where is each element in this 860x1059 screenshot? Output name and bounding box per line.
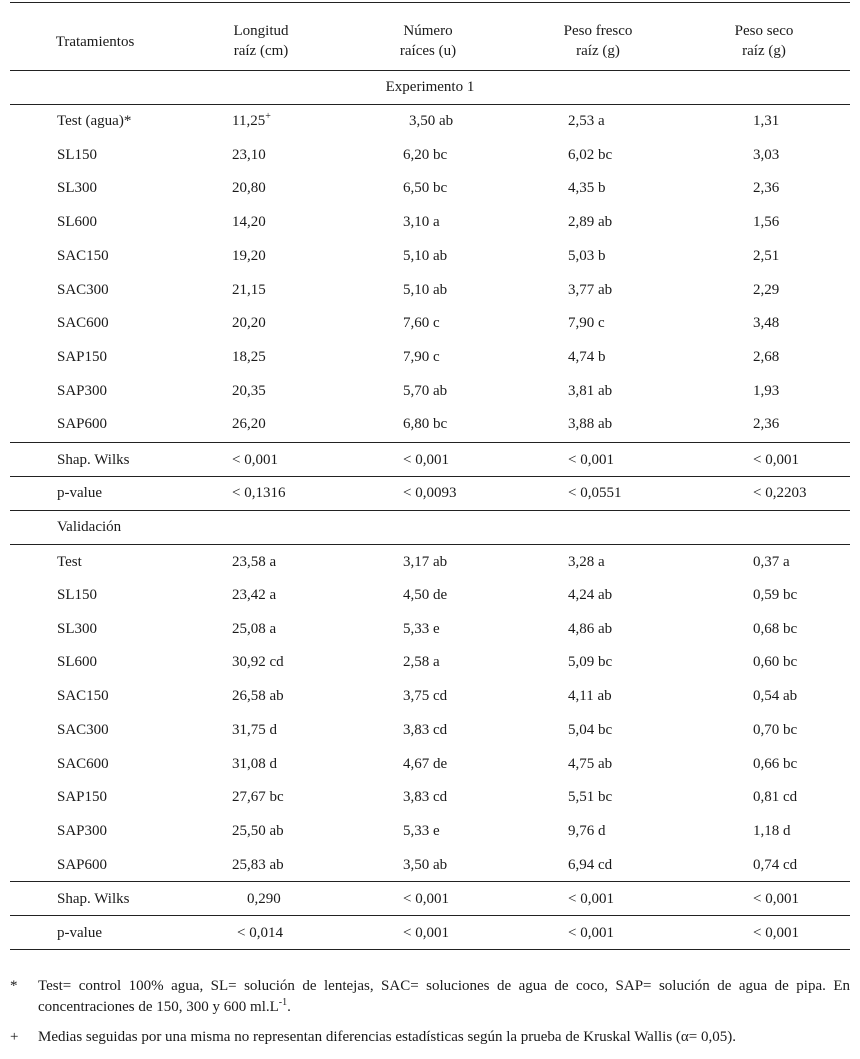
table-cell: 0,66 bc: [753, 756, 798, 772]
table-cell: SAC600: [57, 756, 109, 772]
table-cell: 5,33 e: [403, 621, 440, 637]
table-cell: 3,77 ab: [568, 282, 613, 298]
table-cell: 4,75 ab: [568, 756, 613, 772]
table-cell: SL600: [57, 214, 98, 230]
table-cell: 25,08 a: [232, 621, 277, 637]
footnote-1-text: Test= control 100% agua, SL= solución de lentejas, SAC= soluciones de agua de coco, SAP= solución de agua de pipa. En concentraciones de 150, 300 y 600 $ml.L^{-1}$.: [38, 978, 850, 1015]
table-cell: 3,83 cd: [403, 722, 448, 738]
table-cell: 1,56: [753, 214, 780, 230]
rule-before-pvalue-2: [10, 915, 850, 916]
table-cell: 3,50 ab: [409, 113, 454, 129]
table-cell: 19,20: [232, 248, 266, 264]
table-cell: SAP600: [57, 416, 108, 432]
table-cell: SAP150: [57, 789, 108, 805]
table-cell-shap-wilks: 0,290: [247, 891, 281, 907]
table-cell: 31,08 d: [232, 756, 277, 772]
table-cell-shap-wilks: Shap. Wilks: [57, 452, 130, 468]
table-cell: 6,94 cd: [568, 857, 613, 873]
column-header-line2: raíz (g): [742, 43, 786, 59]
table-cell: 0,54 ab: [753, 688, 798, 704]
footnote-1-symbol: *: [10, 978, 18, 994]
table-cell: 1,18 d: [753, 823, 791, 839]
table-cell: SAC300: [57, 722, 109, 738]
column-header-3: [528, 21, 668, 61]
experiment-label-rule: [10, 104, 850, 105]
table-cell: Test: [57, 554, 82, 570]
rule-after-pvalue-1: [10, 510, 850, 511]
column-header-line1: Peso seco: [734, 23, 794, 39]
table-cell: 3,28 a: [568, 554, 605, 570]
table-cell-shap-wilks: < 0,001: [568, 452, 614, 468]
table-cell: 9,76 d: [568, 823, 606, 839]
column-header-1: [191, 21, 331, 61]
table-cell: 6,50 bc: [403, 180, 448, 196]
table-cell-shap-wilks: < 0,001: [753, 452, 799, 468]
table-cell: 5,04 bc: [568, 722, 613, 738]
table-cell: 2,53 a: [568, 113, 605, 129]
table-cell: 6,20 bc: [403, 147, 448, 163]
column-header-4: [694, 21, 834, 61]
table-cell: 14,20: [232, 214, 266, 230]
table-cell: 0,81 cd: [753, 789, 798, 805]
table-cell: 5,10 ab: [403, 282, 448, 298]
table-cell: SAC150: [57, 248, 109, 264]
table-cell: 3,17 ab: [403, 554, 448, 570]
table-cell: 7,60 c: [403, 315, 440, 331]
table-cell-pvalue: < 0,0551: [568, 485, 622, 501]
footnote-2-text: Medias seguidas por una misma no representan diferencias estadísticas según la prueba de Kruskal Wallis (α= 0,05).: [38, 1029, 736, 1045]
table-cell-shap-wilks: < 0,001: [232, 452, 278, 468]
table-cell: 0,59 bc: [753, 587, 798, 603]
table-cell: 4,67 de: [403, 756, 448, 772]
table-cell: 4,50 de: [403, 587, 448, 603]
table-cell: 0,60 bc: [753, 654, 798, 670]
table-cell: 20,20: [232, 315, 266, 331]
column-header-line1: Longitud: [233, 23, 289, 39]
table-cell: 5,33 e: [403, 823, 440, 839]
table-cell: 3,81 ab: [568, 383, 613, 399]
column-header-line1: Número: [403, 23, 453, 39]
header-rule: [10, 70, 850, 71]
table-cell: 3,03: [753, 147, 780, 163]
table-cell: 3,10 a: [403, 214, 440, 230]
table-cell: 0,70 bc: [753, 722, 798, 738]
table-cell-pvalue: < 0,2203: [753, 485, 807, 501]
column-header-line1: Tratamientos: [55, 34, 135, 50]
table-cell: SAP300: [57, 383, 108, 399]
table-top-rule: [10, 2, 850, 3]
footnote-1-superscript: -1: [278, 997, 288, 1008]
table-cell: 26,58 ab: [232, 688, 284, 704]
rule-before-pvalue-1: [10, 476, 850, 477]
table-cell: SL300: [57, 621, 98, 637]
table-cell: 20,35: [232, 383, 266, 399]
table-cell: 1,31: [753, 113, 780, 129]
footnote-2-symbol: +: [10, 1029, 19, 1045]
column-header-line2: raíz (g): [576, 43, 620, 59]
table-cell: 21,15: [232, 282, 266, 298]
table-cell: 18,25: [232, 349, 266, 365]
table-cell: SL300: [57, 180, 98, 196]
table-cell-pvalue: < 0,014: [237, 925, 283, 941]
table-cell: 23,42 a: [232, 587, 277, 603]
table-cell: 2,58 a: [403, 654, 440, 670]
table-cell: 23,58 a: [232, 554, 277, 570]
section-label-experimento-1: Experimento 1: [385, 79, 475, 95]
footnote-1: [10, 976, 850, 1018]
table-cell: SL150: [57, 147, 98, 163]
table-cell-shap-wilks: < 0,001: [403, 452, 449, 468]
table-cell: 2,36: [753, 416, 780, 432]
table-cell-shap-wilks: < 0,001: [403, 891, 449, 907]
table-cell: 6,02 bc: [568, 147, 613, 163]
table-cell-pvalue: < 0,001: [403, 925, 449, 941]
column-header-line2: raíz (cm): [233, 43, 289, 59]
table-cell: 5,09 bc: [568, 654, 613, 670]
table-cell: 5,70 ab: [403, 383, 448, 399]
table-cell: 26,20: [232, 416, 266, 432]
table-cell: 3,48: [753, 315, 780, 331]
table-cell: 7,90 c: [568, 315, 605, 331]
table-cell: Test (agua)*: [57, 113, 132, 129]
table-cell: 6,80 bc: [403, 416, 448, 432]
table-cell: SL600: [57, 654, 98, 670]
table-cell-shap-wilks: < 0,001: [753, 891, 799, 907]
table-cell: 5,10 ab: [403, 248, 448, 264]
table-cell: SAC600: [57, 315, 109, 331]
rule-before-shap-2: [10, 881, 850, 882]
table-cell: 4,74 b: [568, 349, 606, 365]
table-cell: 0,74 cd: [753, 857, 798, 873]
column-header-line2: raíces (u): [399, 43, 457, 59]
table-cell: 2,51: [753, 248, 780, 264]
rule-before-shap-1: [10, 442, 850, 443]
table-cell: 5,03 b: [568, 248, 606, 264]
table-bottom-rule: [10, 949, 850, 950]
table-cell-shap-wilks: Shap. Wilks: [57, 891, 130, 907]
table-cell-pvalue: < 0,001: [568, 925, 614, 941]
table-cell: 2,89 ab: [568, 214, 613, 230]
table-cell: SAP600: [57, 857, 108, 873]
table-cell: 2,68: [753, 349, 780, 365]
table-cell: 4,11 ab: [568, 688, 612, 704]
table-cell-pvalue: < 0,1316: [232, 485, 286, 501]
table-cell: 23,10: [232, 147, 266, 163]
table-cell: 0,37 a: [753, 554, 790, 570]
table-cell: 3,88 ab: [568, 416, 613, 432]
footnote-2: [10, 1027, 850, 1049]
table-cell: 4,35 b: [568, 180, 606, 196]
table-cell: 3,75 cd: [403, 688, 448, 704]
table-cell: 31,75 d: [232, 722, 277, 738]
table-cell-pvalue: p-value: [57, 925, 102, 941]
table-cell: SL150: [57, 587, 98, 603]
table-cell-pvalue: p-value: [57, 485, 102, 501]
column-header-2: [358, 21, 498, 61]
table-cell: 27,67 bc: [232, 789, 284, 805]
column-header-0: [25, 32, 165, 52]
table-cell: SAP300: [57, 823, 108, 839]
table-cell: SAP150: [57, 349, 108, 365]
section-label-validacion: Validación: [57, 519, 122, 535]
table-cell: 4,24 ab: [568, 587, 613, 603]
table-cell: SAC150: [57, 688, 109, 704]
table-cell: 30,92 cd: [232, 654, 284, 670]
table-cell: SAC300: [57, 282, 109, 298]
table-cell: 4,86 ab: [568, 621, 613, 637]
table-cell: 2,29: [753, 282, 780, 298]
table-cell: 2,36: [753, 180, 780, 196]
table-cell: 25,50 ab: [232, 823, 284, 839]
column-header-line1: Peso fresco: [563, 23, 633, 39]
table-cell: 25,83 ab: [232, 857, 284, 873]
table-cell: 7,90 c: [403, 349, 440, 365]
superscript-mark: +: [265, 111, 271, 122]
table-cell: 5,51 bc: [568, 789, 613, 805]
table-cell-pvalue: < 0,001: [753, 925, 799, 941]
table-cell: 3,83 cd: [403, 789, 448, 805]
table-cell: 0,68 bc: [753, 621, 798, 637]
table-cell: 11,25+: [232, 111, 271, 129]
table-cell-pvalue: < 0,0093: [403, 485, 457, 501]
table-cell: 3,50 ab: [403, 857, 448, 873]
table-cell: 1,93: [753, 383, 780, 399]
table-cell: 20,80: [232, 180, 266, 196]
validation-label-rule: [10, 544, 850, 545]
table-cell-shap-wilks: < 0,001: [568, 891, 614, 907]
